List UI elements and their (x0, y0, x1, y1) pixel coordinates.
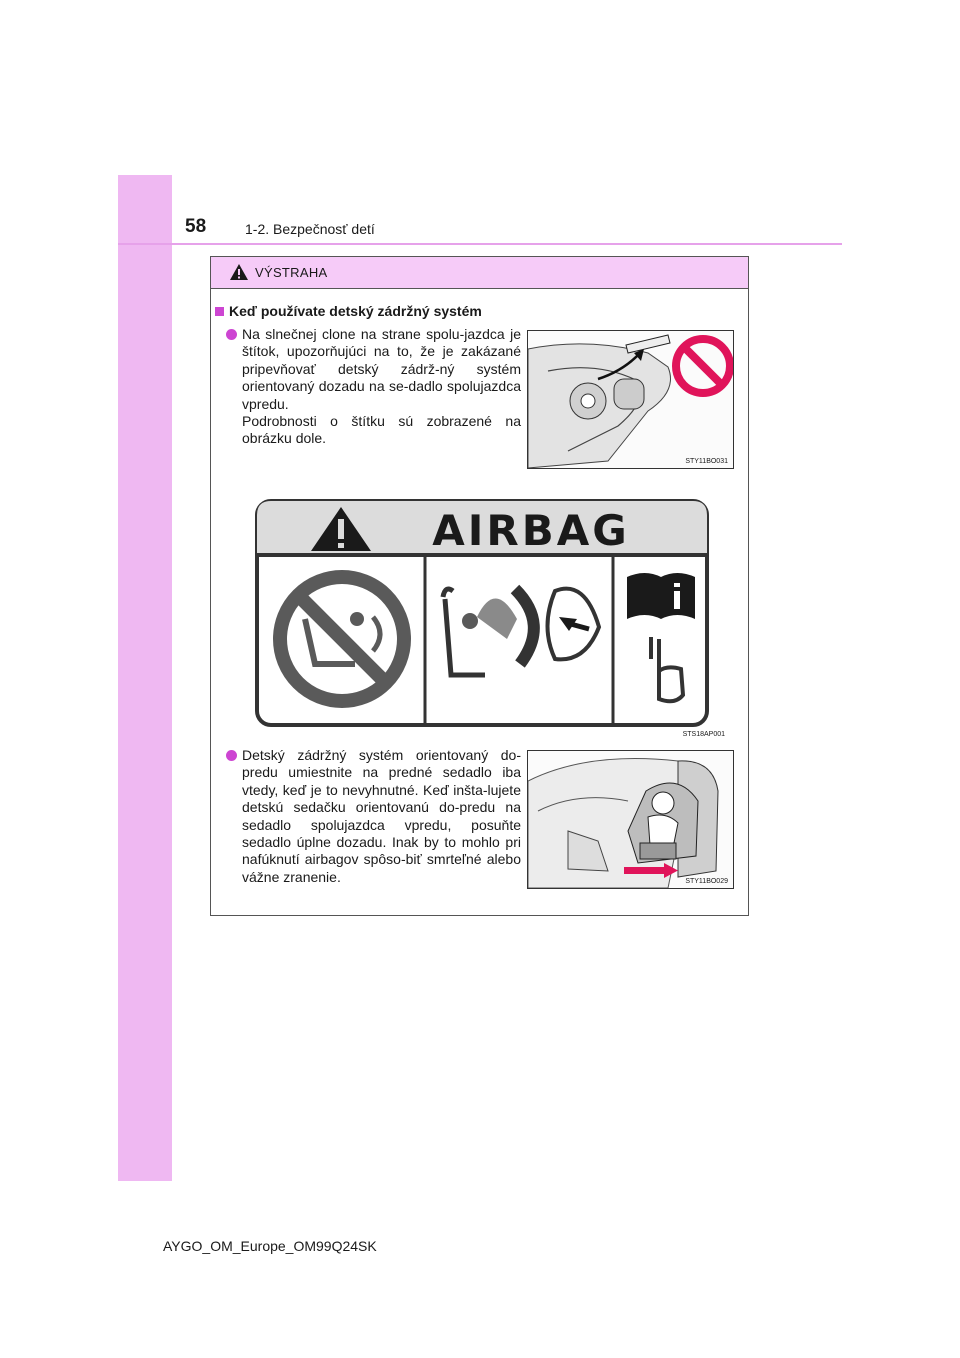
warning-triangle-icon (229, 263, 249, 281)
section-title: 1-2. Bezpečnosť detí (245, 221, 375, 237)
bullet2-text: Detský zádržný systém orientovaný do-predu umiestnite na predné sedadlo iba vtedy, keď je to nevyhnutné. Keď inšta-lujete detskú sedačku orientovanú do-predu na sedadlo spolujazdca vpredu, posuňte sedadlo úplne dozadu. Inak by to mohlo pri nafúknutí airbagov spôso-biť smrteľné alebo vážne zranenie. (242, 747, 521, 885)
square-bullet-icon (215, 307, 224, 316)
bullet1-text: Na slnečnej clone na strane spolu-jazdca je štítok, upozorňujúci na to, že je zakázané pripevňovať detský zádrž-ný systém orientovaný dozadu na se-dadlo spolujazdca vpredu. (242, 326, 521, 412)
warning-title: VÝSTRAHA (255, 265, 328, 280)
footer-doc-id: AYGO_OM_Europe_OM99Q24SK (163, 1238, 377, 1254)
page-number: 58 (185, 216, 207, 237)
child-seat-illustration (527, 750, 734, 889)
airbag-label-text: AIRBAG (432, 506, 630, 555)
warning-subheading (215, 303, 482, 319)
figure2-code: STS18AP001 (682, 731, 725, 738)
round-bullet-icon (226, 329, 237, 340)
figure1-code: STY11BO031 (685, 458, 728, 465)
warning-subheading-text: Keď používate detský zádržný systém (229, 303, 482, 319)
header-rule (118, 243, 842, 245)
warning-header (211, 257, 748, 289)
bullet-forward-seat (225, 747, 521, 886)
sun-visor-illustration (527, 330, 734, 469)
airbag-warning-label (255, 499, 709, 727)
bullet1-text2: Podrobnosti o štítku sú zobrazené na obrázku dole. (242, 413, 521, 447)
round-bullet-icon (226, 750, 237, 761)
figure3-code: STY11BO029 (685, 878, 728, 885)
bullet-sun-visor-label (225, 326, 521, 448)
warning-box (210, 256, 749, 916)
side-color-band (118, 175, 172, 1181)
